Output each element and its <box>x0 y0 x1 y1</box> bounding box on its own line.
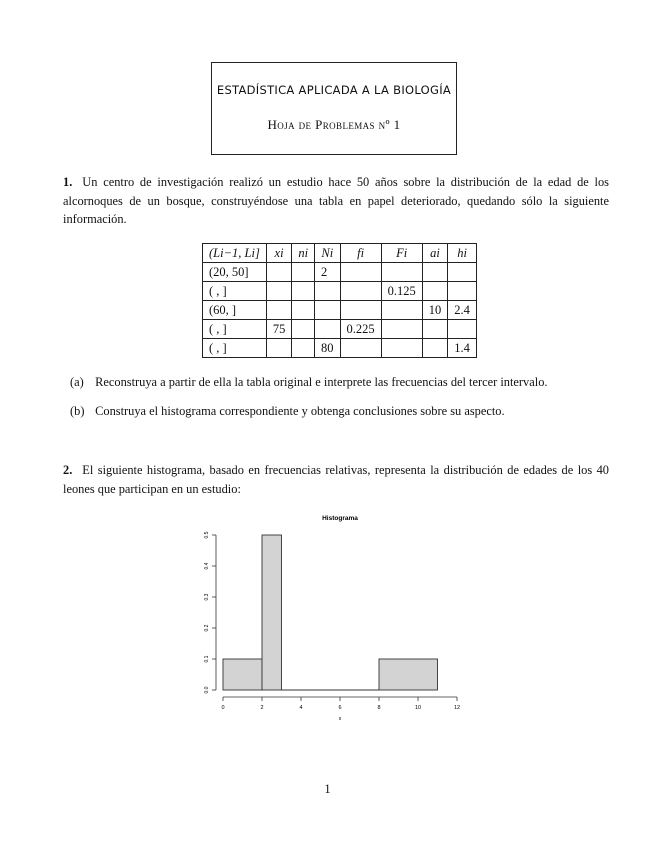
table-cell <box>340 282 381 301</box>
item-a-text: Reconstruya a partir de ella la tabla original e interprete las frecuencias del tercer intervalo. <box>95 375 548 389</box>
table-cell <box>340 339 381 358</box>
problem-2 <box>63 461 609 498</box>
y-tick-label: 0.4 <box>204 562 210 570</box>
frequency-table <box>202 243 477 358</box>
table-header: ni <box>292 244 315 263</box>
table-cell <box>292 339 315 358</box>
y-tick-label: 0.5 <box>204 531 210 539</box>
table-cell <box>381 339 422 358</box>
table-cell <box>448 320 477 339</box>
x-tick-label: 8 <box>377 705 381 711</box>
table-header: hi <box>448 244 477 263</box>
table-cell <box>292 301 315 320</box>
y-tick-label: 0.2 <box>204 624 210 632</box>
course-title: ESTADÍSTICA APLICADA A LA BIOLOGÍA <box>216 83 452 97</box>
table-cell <box>266 339 292 358</box>
table-cell: ( , ] <box>203 339 267 358</box>
table-cell: ( , ] <box>203 282 267 301</box>
table-header: xi <box>266 244 292 263</box>
problem-1-number: 1. <box>63 175 73 189</box>
table-cell: 75 <box>266 320 292 339</box>
y-tick-label: 0.3 <box>204 593 210 601</box>
table-header: fi <box>340 244 381 263</box>
table-row <box>203 301 477 320</box>
x-tick-label: 12 <box>453 705 461 711</box>
table-row <box>203 339 477 358</box>
table-header: Ni <box>315 244 341 263</box>
x-tick-label: 0 <box>221 705 225 711</box>
table-cell <box>315 301 341 320</box>
table-cell: 0.125 <box>381 282 422 301</box>
histogram-bar <box>262 535 282 690</box>
table-cell <box>266 263 292 282</box>
problem-2-text: El siguiente histograma, basado en frecuencias relativas, representa la distribución de edades de los 40 leones que participan en un estudio: <box>63 463 609 496</box>
histogram-chart <box>195 510 475 725</box>
table-cell: 2.4 <box>448 301 477 320</box>
item-b <box>70 404 505 419</box>
table-cell <box>381 320 422 339</box>
table-cell <box>315 320 341 339</box>
item-a <box>70 375 548 390</box>
table-cell <box>448 263 477 282</box>
chart-title: Histograma <box>322 515 358 522</box>
table-cell <box>381 263 422 282</box>
histogram-bar <box>379 659 438 690</box>
x-tick-label: 4 <box>299 705 303 711</box>
title-box <box>211 62 457 155</box>
x-axis-label: x <box>338 716 342 722</box>
x-tick-label: 2 <box>260 705 264 711</box>
table-cell <box>266 301 292 320</box>
table-cell: 80 <box>315 339 341 358</box>
histogram-bar <box>223 659 262 690</box>
table-row <box>203 263 477 282</box>
table-cell <box>422 320 448 339</box>
table-row <box>203 282 477 301</box>
x-tick-label: 6 <box>338 705 342 711</box>
table-cell: 0.225 <box>340 320 381 339</box>
table-cell <box>422 282 448 301</box>
table-cell <box>315 282 341 301</box>
table-cell <box>422 263 448 282</box>
table-cell <box>292 282 315 301</box>
item-b-text: Construya el histograma correspondiente y obtenga conclusiones sobre su aspecto. <box>95 404 505 418</box>
table-cell: 10 <box>422 301 448 320</box>
table-cell <box>448 282 477 301</box>
table-header: ai <box>422 244 448 263</box>
x-tick-label: 10 <box>414 705 422 711</box>
table-cell: (20, 50] <box>203 263 267 282</box>
table-header-row <box>203 244 477 263</box>
problem-1 <box>63 173 609 229</box>
item-a-label: (a) <box>70 375 84 389</box>
problem-2-number: 2. <box>63 463 73 477</box>
table-cell <box>266 282 292 301</box>
table-cell: 1.4 <box>448 339 477 358</box>
page-number: 1 <box>324 782 331 796</box>
table-cell <box>422 339 448 358</box>
table-cell: ( , ] <box>203 320 267 339</box>
sheet-subtitle: Hoja de Problemas nº 1 <box>267 117 401 132</box>
table-cell <box>292 320 315 339</box>
table-cell: 2 <box>315 263 341 282</box>
table-cell <box>340 263 381 282</box>
table-row <box>203 320 477 339</box>
table-cell <box>381 301 422 320</box>
table-cell: (60, ] <box>203 301 267 320</box>
table-header: Fi <box>381 244 422 263</box>
problem-1-text: Un centro de investigación realizó un estudio hace 50 años sobre la distribución de la edad de los alcornoques de un bosque, construyéndose una tabla en papel deteriorado, quedando sólo la siguiente información. <box>63 175 609 226</box>
table-cell <box>292 263 315 282</box>
y-tick-label: 0.1 <box>204 655 210 663</box>
table-cell <box>340 301 381 320</box>
item-b-label: (b) <box>70 404 85 418</box>
table-header: (Li−1, Li] <box>203 244 267 263</box>
y-tick-label: 0.0 <box>204 686 210 694</box>
